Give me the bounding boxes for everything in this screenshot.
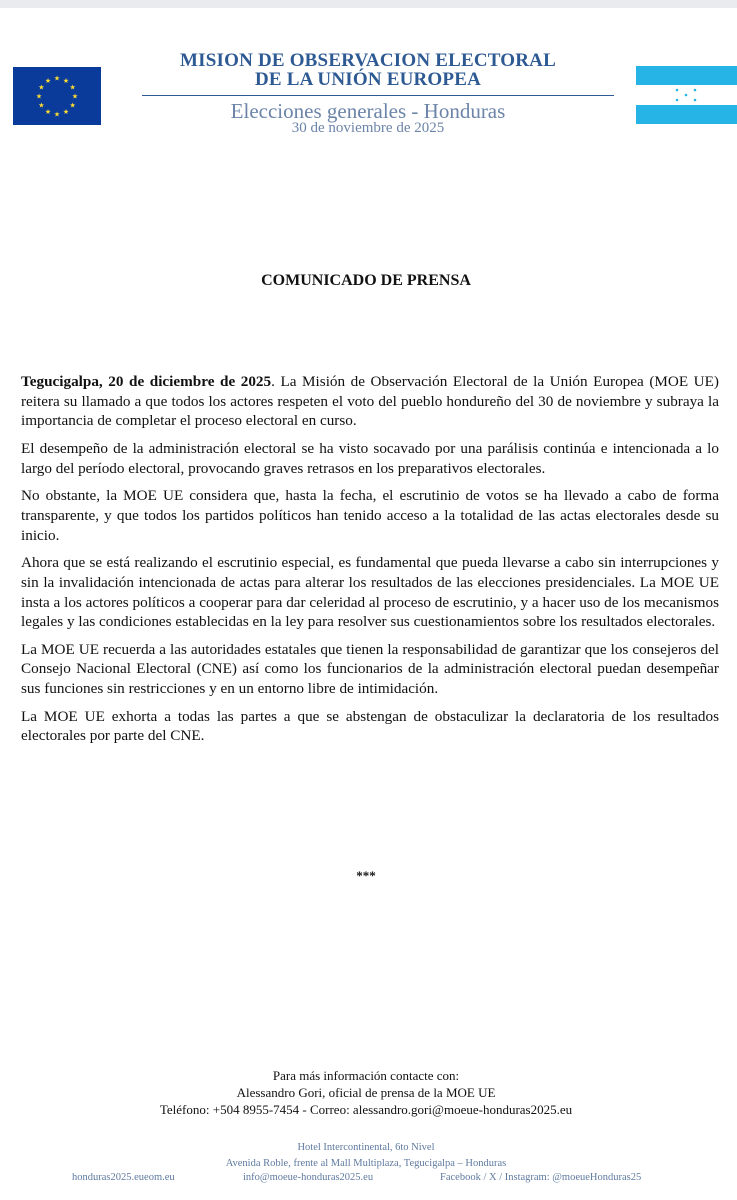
svg-text:★: ★	[71, 92, 79, 101]
svg-text:★: ★	[38, 83, 45, 92]
paragraph-3: No obstante, la MOE UE considera que, hasta la fecha, el escrutinio de votos se ha llevado a cabo de forma transparente, y que todos los partidos políticos han tenido acceso a la totalidad de las actas electorales desde su inicio.	[21, 487, 719, 544]
svg-text:★: ★	[69, 101, 76, 110]
top-edge-strip	[0, 0, 737, 8]
svg-text:★: ★	[69, 83, 76, 92]
svg-text:★: ★	[44, 76, 52, 85]
paragraph-6: La MOE UE exhorta a todas las partes a que se abstengan de obstaculizar la declaratoria de los resultados electorales por parte del CNE.	[21, 707, 719, 745]
paragraph-2: El desempeño de la administración electoral se ha visto socavado por una parálisis continúa e intencionada a lo largo del período electoral, provocando graves retrasos en los preparativos electorales.	[21, 439, 719, 477]
eu-flag-icon	[13, 67, 101, 125]
org-name-line1: MISION DE OBSERVACION ELECTORAL	[180, 50, 556, 71]
contact-intro: Para más información contacte con:	[272, 1068, 460, 1083]
svg-text:★: ★	[53, 74, 61, 83]
paragraph-1: Tegucigalpa, 20 de diciembre de 2025. La Misión de Observación Electoral de la Unión Europea (MOE UE) reitera su llamado a que todos los actores respeten el voto del pueblo hondureño del 30 de noviembre y subraya la importancia de completar el proceso electoral en curso.	[21, 373, 719, 430]
footer-hotel: Hotel Intercontinental, 6to Nivel	[297, 1142, 435, 1153]
press-release-body	[21, 372, 719, 754]
svg-text:★: ★	[35, 92, 43, 101]
footer-social-link[interactable]: Facebook / X / Instagram: @moeueHonduras25	[440, 1172, 642, 1183]
svg-text:★: ★	[38, 101, 45, 110]
paragraph-4: Ahora que se está realizando el escrutinio especial, es fundamental que pueda llevarse a cabo sin interrupciones y sin la invalidación intencionada de actas para alterar los resultados de las elecciones presidenciales. La MOE UE insta a los actores políticos a cooperar para dar celeridad al proceso de escrutinio, y a hacer uso de los mecanismos legales y las condiciones establecidas en la ley para resolver sus cuestionamientos sobre los resultados electorales.	[21, 554, 719, 631]
footer-address: Avenida Roble, frente al Mall Multiplaza, Tegucigalpa – Honduras	[225, 1158, 507, 1169]
section-separator: ***	[356, 868, 376, 883]
event-name: Elecciones generales - Honduras	[230, 99, 506, 123]
dateline: Tegucigalpa, 20 de diciembre de 2025	[21, 373, 272, 390]
contact-person: Alessandro Gori, oficial de prensa de la MOE UE	[236, 1085, 496, 1100]
footer-email-link[interactable]: info@moeue-honduras2025.eu	[243, 1172, 374, 1183]
footer-website-link[interactable]: honduras2025.eueom.eu	[72, 1172, 175, 1183]
svg-text:★: ★	[62, 108, 70, 117]
header-divider	[142, 95, 614, 96]
contact-details: Teléfono: +504 8955-7454 - Correo: alessandro.gori@moeue-honduras2025.eu	[159, 1102, 573, 1117]
honduras-flag-icon	[636, 66, 737, 124]
svg-text:★: ★	[62, 76, 70, 85]
paragraph-5: La MOE UE recuerda a las autoridades estatales que tienen la responsabilidad de garantizar que los consejeros del Consejo Nacional Electoral (CNE) así como los funcionarios de la administración electoral puedan desempeñar sus funciones sin restricciones y en un entorno libre de intimidación.	[21, 640, 719, 698]
event-date: 30 de noviembre de 2025	[291, 120, 445, 136]
svg-text:★: ★	[44, 108, 52, 117]
org-name-line2: DE LA UNIÓN EUROPEA	[254, 69, 482, 90]
document-title: COMUNICADO DE PRENSA	[261, 272, 471, 289]
svg-text:★: ★	[53, 110, 61, 119]
